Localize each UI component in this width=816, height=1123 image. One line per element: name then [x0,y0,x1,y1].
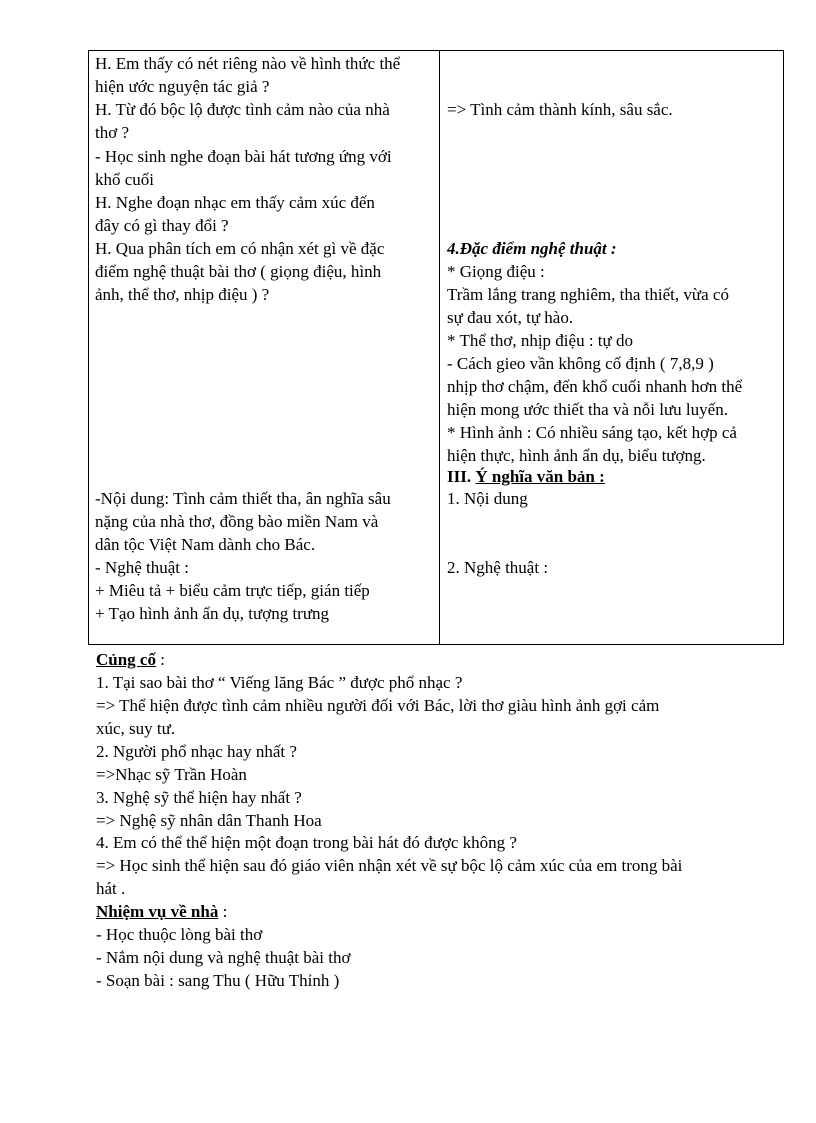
nhiem-vu-line: - Nắm nội dung và nghệ thuật bài thơ [96,948,351,967]
cung-co-line: xúc, suy tư. [96,719,176,738]
nhiem-vu-heading: Nhiệm vụ về nhà : [96,902,228,921]
left-cell-line: thơ ? [95,123,130,142]
cung-co-line: 2. Người phổ nhạc hay nhất ? [96,742,297,761]
table-column-divider [439,50,440,645]
nhiem-vu-line: - Soạn bài : sang Thu ( Hữu Thỉnh ) [96,971,340,990]
left-cell-line: dân tộc Việt Nam dành cho Bác. [95,535,316,554]
left-cell-line: H. Em thấy có nét riêng nào về hình thức thể [95,54,401,73]
left-cell-line: ảnh, thể thơ, nhịp điệu ) ? [95,285,270,304]
left-cell-line: H. Nghe đoạn nhạc em thấy cảm xúc đến [95,193,375,212]
cung-co-line: hát . [96,879,126,898]
right-cell-line: * Giọng điệu : [447,262,545,281]
nhiem-vu-line: - Học thuộc lòng bài thơ [96,925,263,944]
right-cell-line: 2. Nghệ thuật : [447,558,549,577]
left-cell-line: - Học sinh nghe đoạn bài hát tương ứng với [95,147,392,166]
left-cell-line: H. Qua phân tích em có nhận xét gì về đặc [95,239,385,258]
left-cell-line: - Nghệ thuật : [95,558,189,577]
cung-co-line: => Học sinh thể hiện sau đó giáo viên nhận xét về sự bộc lộ cảm xúc của em trong bài [96,856,683,875]
right-cell-line: => Tình cảm thành kính, sâu sắc. [447,100,673,119]
cung-co-line: 4. Em có thể thể hiện một đoạn trong bài hát đó được không ? [96,833,517,852]
left-cell-line: + Tạo hình ảnh ẩn dụ, tượng trưng [95,604,330,623]
right-cell-line: hiện thực, hình ảnh ẩn dụ, biểu tượng. [447,446,706,465]
right-cell-line: 1. Nội dung [447,489,528,508]
left-cell-line: điểm nghệ thuật bài thơ ( giọng điệu, hình [95,262,382,281]
left-cell-line: đây có gì thay đổi ? [95,216,229,235]
left-cell-line: -Nội dung: Tình cảm thiết tha, ân nghĩa sâu [95,489,391,508]
right-cell-line: sự đau xót, tự hào. [447,308,574,327]
cung-co-line: => Thể hiện được tình cảm nhiều người đối với Bác, lời thơ giàu hình ảnh gợi cảm [96,696,660,715]
right-cell-line: hiện mong ước thiết tha và nỗi lưu luyến. [447,400,728,419]
cung-co-line: 3. Nghệ sỹ thể hiện hay nhất ? [96,788,302,807]
left-cell-line: H. Từ đó bộc lộ được tình cảm nào của nhà [95,100,390,119]
cung-co-line: =>Nhạc sỹ Trần Hoàn [96,765,247,784]
right-cell-line: * Thể thơ, nhịp điệu : tự do [447,331,633,350]
section-heading-art: 4.Đặc điểm nghệ thuật : [447,239,617,258]
cung-co-line: 1. Tại sao bài thơ “ Viếng lăng Bác ” được phổ nhạc ? [96,673,463,692]
section-heading-meaning: III. Ý nghĩa văn bản : [447,467,605,486]
right-cell-line: nhịp thơ chậm, đến khổ cuối nhanh hơn thể [447,377,743,396]
right-cell-line: * Hình ảnh : Có nhiều sáng tạo, kết hợp cả [447,423,737,442]
left-cell-line: + Miêu tả + biểu cảm trực tiếp, gián tiếp [95,581,370,600]
right-cell-line: Trầm lắng trang nghiêm, tha thiết, vừa có [447,285,729,304]
cung-co-line: => Nghệ sỹ nhân dân Thanh Hoa [96,811,322,830]
left-cell-line: khổ cuối [95,170,155,189]
left-cell-line: nặng của nhà thơ, đồng bào miền Nam và [95,512,379,531]
right-cell-line: - Cách gieo vần không cố định ( 7,8,9 ) [447,354,714,373]
cung-co-heading: Củng cố : [96,650,165,669]
left-cell-line: hiện ước nguyện tác giả ? [95,77,270,96]
